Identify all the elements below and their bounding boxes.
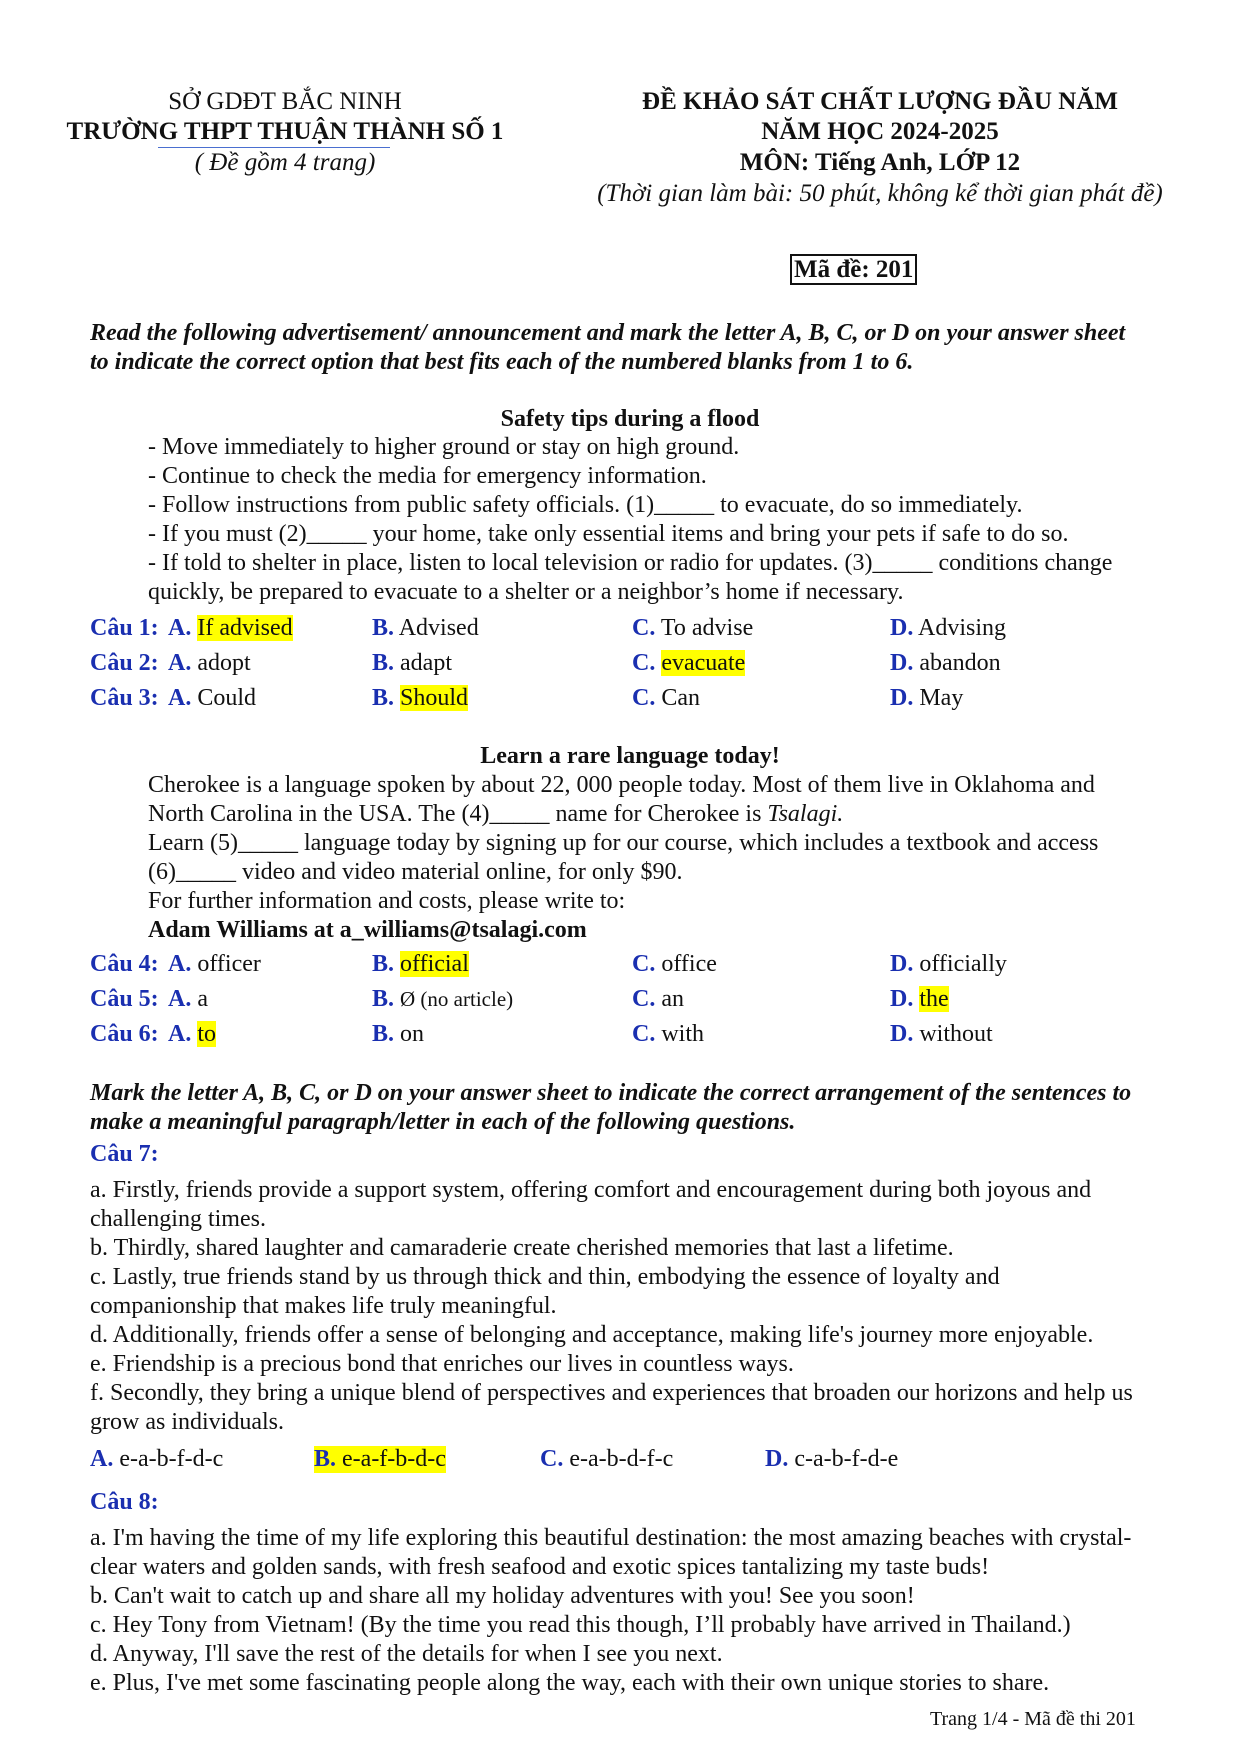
- option-text[interactable]: May: [919, 685, 964, 711]
- sentence-line: challenging times.: [90, 1206, 266, 1232]
- option-letter: A.: [168, 951, 192, 977]
- option-letter: D.: [890, 615, 914, 641]
- option-text[interactable]: Can: [661, 685, 701, 711]
- option-text-highlighted[interactable]: e-a-f-b-d-c: [342, 1446, 446, 1472]
- option-letter: A.: [168, 1021, 192, 1047]
- option-letter: C.: [632, 986, 656, 1012]
- question-label: Câu 6:: [90, 1021, 159, 1047]
- option-text[interactable]: abandon: [919, 650, 1001, 676]
- option-letter: B.: [372, 685, 395, 711]
- option-letter: C.: [632, 951, 656, 977]
- question-label: Câu 5:: [90, 986, 159, 1012]
- option-text[interactable]: Advised: [398, 615, 479, 641]
- sentence-line: grow as individuals.: [90, 1409, 284, 1435]
- option-letter: B.: [372, 986, 395, 1012]
- passage2-line-text: North Carolina in the USA. The (4)_____ name for Cherokee is: [148, 801, 768, 827]
- option-letter: D.: [890, 650, 914, 676]
- option-text[interactable]: c-a-b-f-d-e: [794, 1446, 899, 1472]
- option-text[interactable]: e-a-b-f-d-c: [119, 1446, 224, 1472]
- option-letter: C.: [632, 1021, 656, 1047]
- option-letter: C.: [632, 615, 656, 641]
- page-count-note: ( Đề gồm 4 trang): [194, 149, 376, 176]
- school-name-text: TRƯỜNG THPT THUẬN THÀNH SỐ 1: [66, 118, 504, 145]
- option-letter: A.: [168, 685, 192, 711]
- option-letter: A.: [168, 986, 192, 1012]
- question-row-3: [90, 685, 1190, 715]
- option-letter: B.: [372, 951, 395, 977]
- option-letter: D.: [890, 685, 914, 711]
- sentence-line: d. Additionally, friends offer a sense of belonging and acceptance, making life's journey more enjoyable.: [90, 1322, 1094, 1348]
- sentence-line: e. Friendship is a precious bond that enriches our lives in countless ways.: [90, 1351, 794, 1377]
- option-text[interactable]: adopt: [197, 650, 251, 676]
- option-text[interactable]: To advise: [660, 615, 754, 641]
- exam-title: ĐỀ KHẢO SÁT CHẤT LƯỢNG ĐẦU NĂM: [642, 88, 1118, 115]
- option-text[interactable]: on: [400, 1021, 425, 1047]
- passage1-line: quickly, be prepared to evacuate to a shelter or a neighbor’s home if necessary.: [148, 579, 904, 605]
- sentence-line: companionship that makes life truly meaningful.: [90, 1293, 557, 1319]
- question-row-1: [90, 615, 1190, 645]
- sentence-line: d. Anyway, I'll save the rest of the details for when I see you next.: [90, 1641, 723, 1667]
- passage1-line: - Continue to check the media for emergency information.: [148, 463, 707, 489]
- option-text[interactable]: with: [661, 1021, 705, 1047]
- passage2-line: [148, 800, 843, 829]
- time-allowed: (Thời gian làm bài: 50 phút, không kể thời gian phát đề): [597, 180, 1163, 207]
- sentence-line: b. Can't wait to catch up and share all my holiday adventures with you! See you soon!: [90, 1583, 915, 1609]
- question-7-options: [90, 1446, 1190, 1476]
- option-text-highlighted[interactable]: Should: [400, 685, 469, 711]
- sentence-line: a. Firstly, friends provide a support system, offering comfort and encouragement during both joyous and: [90, 1177, 1092, 1203]
- option-text[interactable]: officer: [197, 951, 261, 977]
- passage1-line: - Move immediately to higher ground or stay on high ground.: [148, 434, 740, 460]
- sentence-line: clear waters and golden sands, with fresh seafood and exotic spices tantalizing my taste buds!: [90, 1554, 990, 1580]
- passage2-line: Learn (5)_____ language today by signing up for our course, which includes a textbook and access: [148, 830, 1099, 856]
- section1-instruction-line1: Read the following advertisement/ announcement and mark the letter A, B, C, or D on your answer sheet: [90, 320, 1126, 346]
- option-text-highlighted[interactable]: If advised: [197, 615, 293, 641]
- school-year: NĂM HỌC 2024-2025: [761, 118, 999, 145]
- option-letter: B.: [372, 650, 395, 676]
- question-row-5: [90, 986, 1190, 1016]
- contact-line: Adam Williams at a_williams@tsalagi.com: [148, 917, 587, 943]
- option-text-highlighted[interactable]: official: [400, 951, 469, 977]
- passage2-line: Cherokee is a language spoken by about 22, 000 people today. Most of them live in Oklahoma and: [148, 772, 1095, 798]
- option-letter: D.: [890, 951, 914, 977]
- option-text[interactable]: office: [661, 951, 717, 977]
- passage2-title: Learn a rare language today!: [480, 743, 780, 769]
- option-text[interactable]: adapt: [400, 650, 452, 676]
- question-row-6: [90, 1021, 1190, 1051]
- question-label: Câu 2:: [90, 650, 159, 676]
- question-row-2: [90, 650, 1190, 680]
- option-letter: D.: [765, 1446, 789, 1472]
- option-text[interactable]: without: [919, 1021, 993, 1047]
- sentence-line: f. Secondly, they bring a unique blend of perspectives and experiences that broaden our horizons and help us: [90, 1380, 1133, 1406]
- exam-code: Mã đề: 201: [790, 254, 917, 285]
- option-text[interactable]: an: [661, 986, 684, 1012]
- sentence-line: e. Plus, I've met some fascinating people along the way, each with their own unique stories to share.: [90, 1670, 1050, 1696]
- question-8-label: Câu 8:: [90, 1489, 159, 1515]
- page-footer: Trang 1/4 - Mã đề thi 201: [930, 1708, 1136, 1730]
- sentence-line: b. Thirdly, shared laughter and camaraderie create cherished memories that last a lifetime.: [90, 1235, 954, 1261]
- option-text[interactable]: Could: [197, 685, 257, 711]
- exam-code-box: [790, 256, 917, 284]
- school-underline: [158, 147, 390, 148]
- option-letter: A.: [90, 1446, 114, 1472]
- option-text-highlighted[interactable]: the: [919, 986, 949, 1012]
- passage1-line: - If told to shelter in place, listen to local television or radio for updates. (3)_____ conditions change: [148, 550, 1113, 576]
- school-name: [60, 118, 510, 146]
- option-letter: B.: [372, 1021, 395, 1047]
- passage1-line: - Follow instructions from public safety officials. (1)_____ to evacuate, do so immediately.: [148, 492, 1023, 518]
- question-label: Câu 1:: [90, 615, 159, 641]
- passage1-line: - If you must (2)_____ your home, take only essential items and bring your pets if safe to do so.: [148, 521, 1069, 547]
- passage2-line: (6)_____ video and video material online, for only $90.: [148, 859, 683, 885]
- option-letter: B.: [372, 615, 395, 641]
- option-letter: B.: [314, 1446, 337, 1472]
- sentence-line: c. Hey Tony from Vietnam! (By the time you read this though, I’ll probably have arrived in Thailand.): [90, 1612, 1071, 1638]
- option-text[interactable]: Ø (no article): [400, 987, 514, 1011]
- passage2-line: For further information and costs, please write to:: [148, 888, 626, 914]
- subject: MÔN: Tiếng Anh, LỚP 12: [739, 149, 1021, 176]
- option-letter: A.: [168, 650, 192, 676]
- option-text[interactable]: officially: [919, 951, 1007, 977]
- option-letter: C.: [632, 650, 656, 676]
- option-text-highlighted[interactable]: evacuate: [661, 650, 746, 676]
- question-7-label: Câu 7:: [90, 1141, 159, 1167]
- option-letter: D.: [890, 986, 914, 1012]
- option-text[interactable]: Advising: [918, 615, 1007, 641]
- option-letter: C.: [540, 1446, 564, 1472]
- option-text-highlighted[interactable]: to: [197, 1021, 217, 1047]
- question-label: Câu 4:: [90, 951, 159, 977]
- option-letter: A.: [168, 615, 192, 641]
- section2-instruction-line2: make a meaningful paragraph/letter in each of the following questions.: [90, 1109, 796, 1135]
- question-row-4: [90, 951, 1190, 981]
- sentence-line: a. I'm having the time of my life exploring this beautiful destination: the most amazing beaches with crystal-: [90, 1525, 1132, 1551]
- section1-instruction-line2: to indicate the correct option that best fits each of the numbered blanks from 1 to 6.: [90, 349, 914, 375]
- department-name: SỞ GDĐT BẮC NINH: [168, 88, 402, 115]
- question-label: Câu 3:: [90, 685, 159, 711]
- option-letter: C.: [632, 685, 656, 711]
- section2-instruction-line1: Mark the letter A, B, C, or D on your answer sheet to indicate the correct arrangement of the sentences to: [90, 1080, 1132, 1106]
- passage2-line-italic: Tsalagi.: [767, 801, 844, 827]
- option-text[interactable]: e-a-b-d-f-c: [569, 1446, 674, 1472]
- passage1-title: Safety tips during a flood: [500, 406, 760, 432]
- option-letter: D.: [890, 1021, 914, 1047]
- sentence-line: c. Lastly, true friends stand by us through thick and thin, embodying the essence of loyalty and: [90, 1264, 1000, 1290]
- option-text[interactable]: a: [197, 986, 208, 1012]
